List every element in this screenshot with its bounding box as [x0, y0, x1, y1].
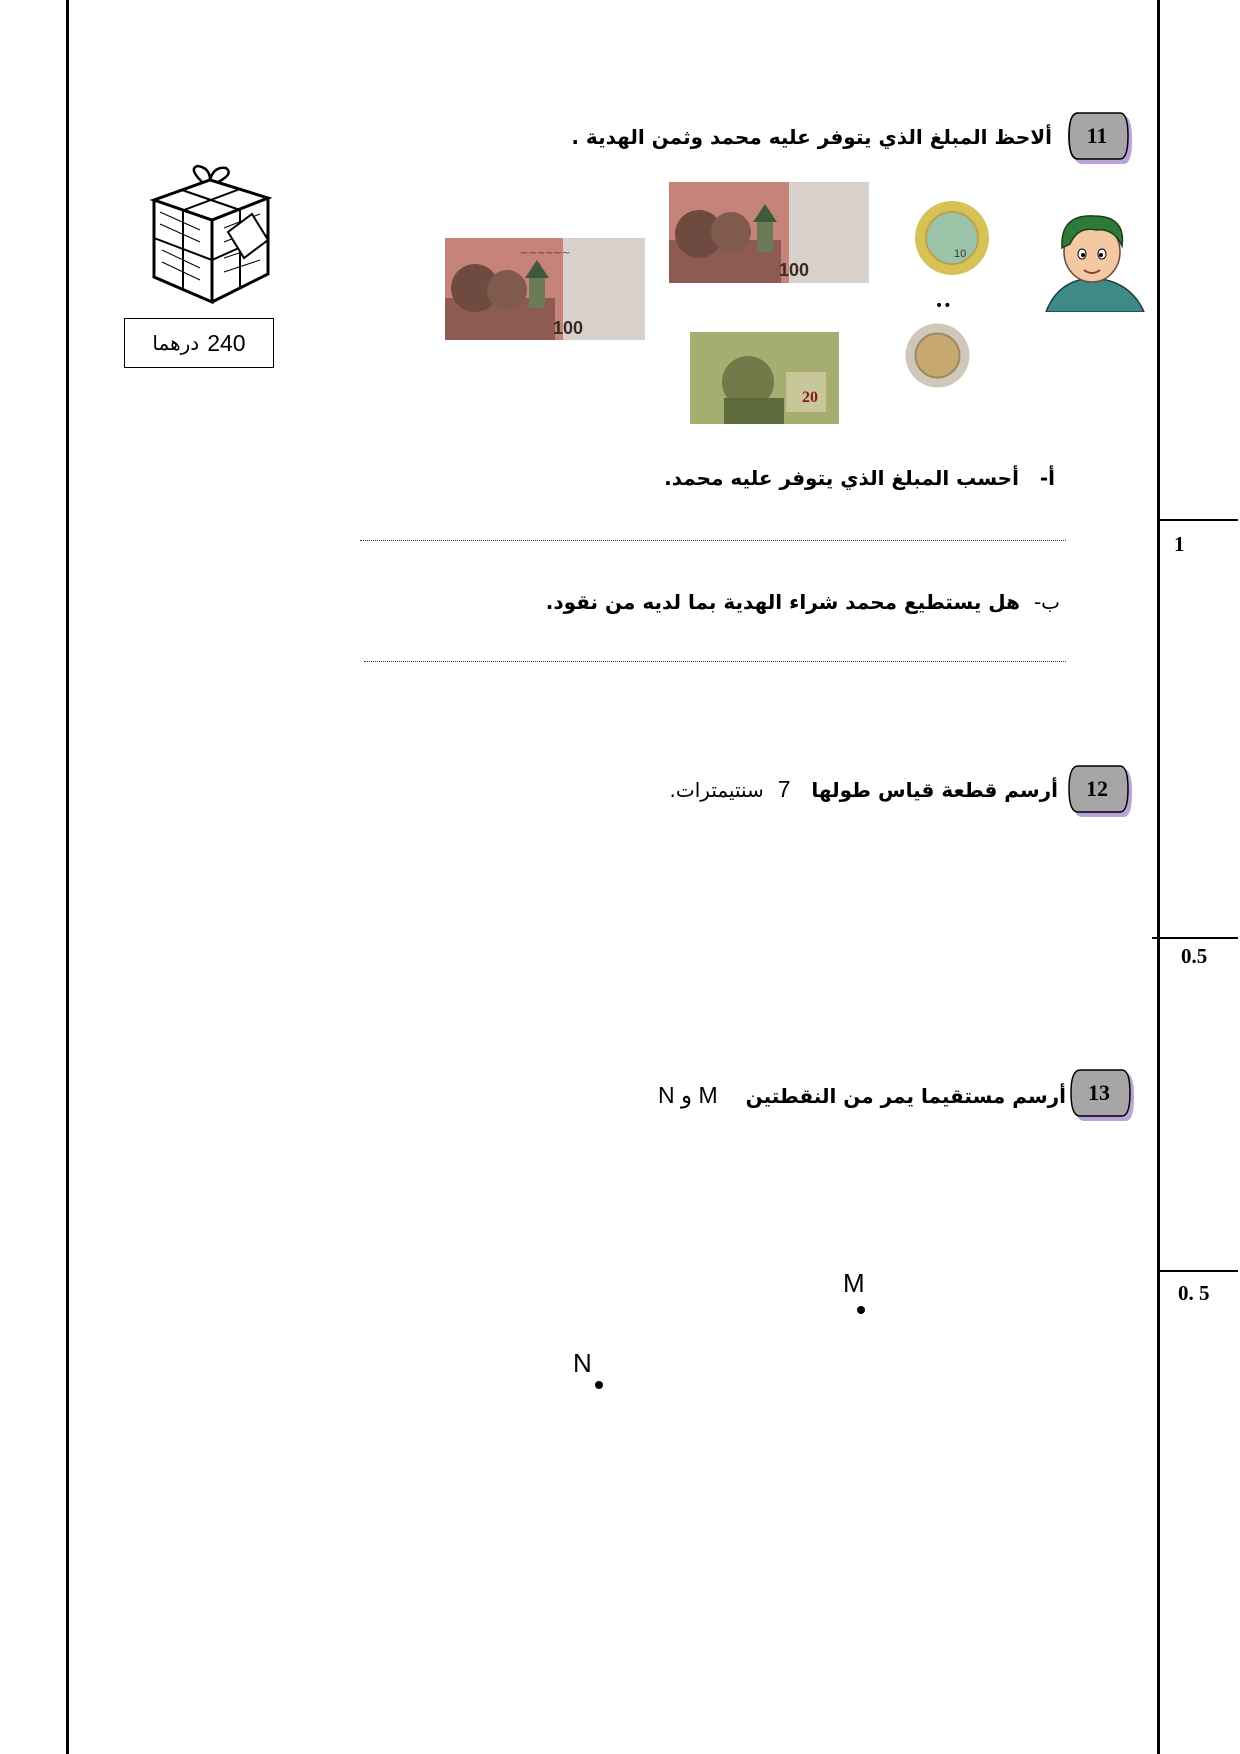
question-11-number: 11 — [1086, 123, 1108, 148]
answer-line-a[interactable] — [360, 540, 1066, 541]
question-13-text — [658, 1082, 1066, 1109]
question-11-part-b — [546, 590, 1060, 614]
question-12-number: 12 — [1086, 776, 1108, 801]
question-13-badge — [1068, 1068, 1138, 1124]
score-q13: 0. 5 — [1178, 1281, 1210, 1305]
banknote-100-icon — [445, 238, 645, 340]
point-m[interactable] — [857, 1306, 865, 1314]
score-divider-1 — [1160, 519, 1238, 521]
score-q12: 0.5 — [1181, 944, 1208, 968]
answer-line-b[interactable] — [364, 661, 1066, 662]
svg-text:~~~~~~: ~~~~~~ — [520, 248, 571, 259]
part-b-text: هل يستطيع محمد شراء الهدية بما لديه من نقود. — [545, 590, 1021, 614]
question-12-badge — [1066, 764, 1136, 820]
question-11-part-a — [664, 466, 1055, 490]
point-n[interactable] — [595, 1381, 603, 1389]
gift-price-value: 240 — [207, 329, 246, 356]
part-b-label: ب- — [1033, 590, 1060, 614]
score-divider-3 — [1160, 1270, 1238, 1272]
question-11-text: ألاحظ المبلغ الذي يتوفر عليه محمد وثمن الهدية . — [571, 125, 1052, 149]
left-margin-line — [66, 0, 69, 1754]
question-12-unit: سنتيمترات. — [669, 778, 764, 802]
question-13-points: M و N — [658, 1082, 718, 1108]
point-n-label: N — [573, 1348, 592, 1378]
point-m-label: M — [843, 1268, 865, 1298]
gift-box-icon — [140, 162, 280, 312]
right-margin-line — [1157, 0, 1160, 1754]
gift-price-box — [124, 318, 274, 368]
boy-icon — [1040, 208, 1146, 312]
coin-icon — [905, 323, 970, 388]
part-a-text: أحسب المبلغ الذي يتوفر عليه محمد. — [664, 466, 1019, 490]
question-12-instruction: أرسم قطعة قياس طولها — [811, 778, 1058, 802]
question-12-text — [670, 776, 1058, 803]
quote-mark-icon: •• — [935, 298, 952, 314]
banknote-100-icon — [669, 182, 869, 283]
question-13-instruction: أرسم مستقيما يمر من النقطتين — [745, 1084, 1066, 1108]
question-12-length: 7 — [777, 776, 791, 802]
score-q11: 1 — [1174, 532, 1185, 556]
part-a-label: أ- — [1039, 466, 1055, 490]
score-divider-2 — [1152, 937, 1238, 939]
banknote-20-icon — [690, 332, 839, 424]
coin-10-icon — [914, 200, 990, 276]
svg-text:10: 10 — [954, 248, 967, 260]
gift-price-unit: درهما — [152, 331, 200, 355]
question-13-number: 13 — [1088, 1080, 1110, 1105]
svg-text:100: 100 — [779, 260, 810, 280]
svg-text:20: 20 — [802, 389, 818, 406]
question-11-badge — [1066, 111, 1136, 167]
svg-text:100: 100 — [553, 318, 584, 338]
